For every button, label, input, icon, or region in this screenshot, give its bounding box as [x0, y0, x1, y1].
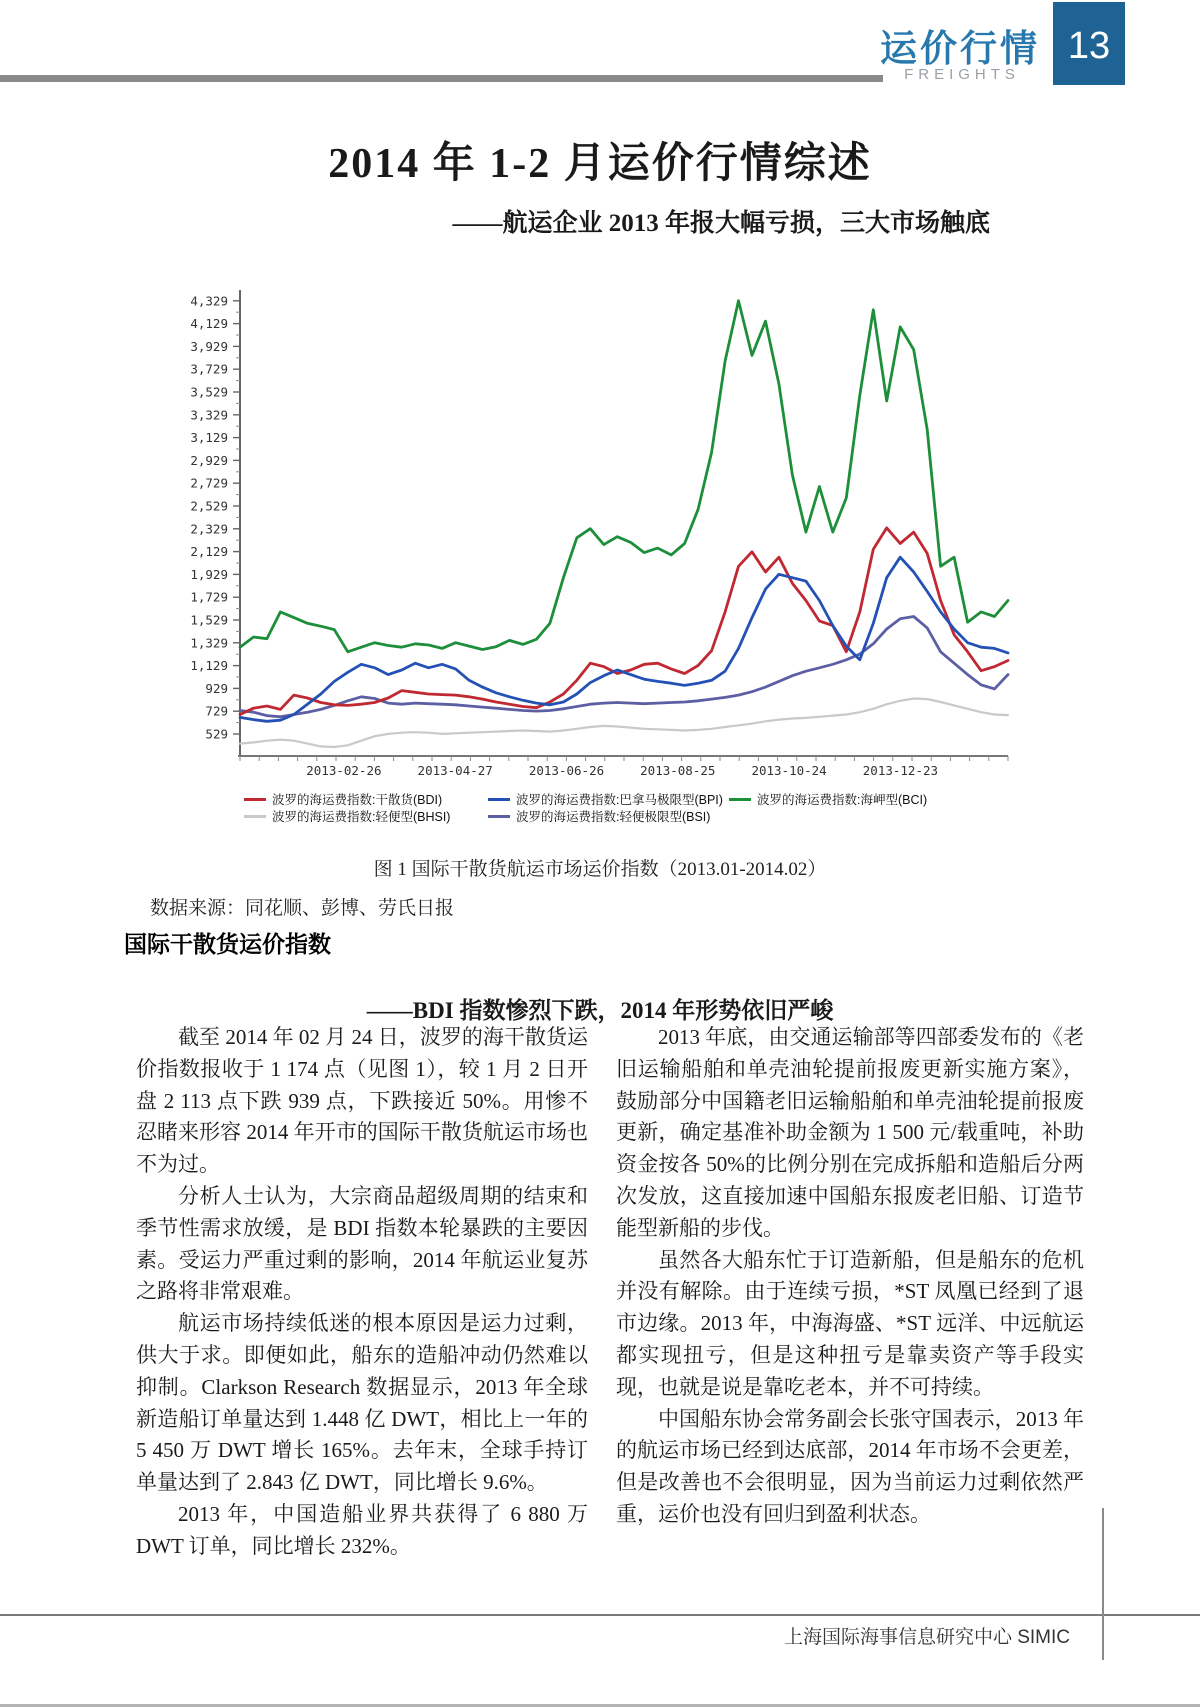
section-subheading: ——BDI 指数惨烈下跌，2014 年形势依旧严峻 [366, 998, 834, 1023]
figure-caption: 图 1 国际干散货航运市场运价指数（2013.01-2014.02） [373, 859, 827, 880]
x-tick-label: 2013-02-26 [306, 763, 382, 778]
y-tick-label: 929 [205, 680, 228, 696]
x-tick-label: 2013-12-23 [862, 763, 939, 778]
y-tick-label: 1,329 [190, 635, 228, 651]
header-rule [0, 75, 883, 82]
paragraph: 航运市场持续低迷的根本原因是运力过剩，供大于求。即便如此，船东的造船冲动仍然难以抑制。Clarkson Research 数据显示，2013 年全球新造船订单量达到 1.448 亿 DWT，相比上一年的 5 450 万 DWT 增长 165%。去年末，全球手持订单量达到了 2.843 亿 DWT，同比增长 9.6%。 [136, 1311, 588, 1495]
y-tick-label: 2,729 [190, 475, 228, 491]
y-tick-label: 1,529 [190, 612, 228, 628]
paragraph: 分析人士认为，大宗商品超级周期的结束和季节性需求放缓，是 BDI 指数本轮暴跌的主要因素。受运力严重过剩的影响，2014 年航运业复苏之路将非常艰难。 [136, 1183, 588, 1304]
y-tick-label: 2,929 [190, 452, 228, 468]
freight-index-chart [0, 260, 1200, 830]
y-tick-label: 529 [205, 726, 228, 742]
section-subtitle: FREIGHTS [904, 66, 1020, 83]
y-tick-label: 1,929 [190, 566, 228, 582]
y-tick-label: 4,129 [190, 316, 228, 332]
y-tick-label: 4,329 [190, 293, 228, 309]
x-tick-label: 2013-08-25 [640, 763, 716, 778]
footer-text: 上海国际海事信息研究中心 SIMIC [783, 1627, 1070, 1648]
paragraph: 2013 年，中国造船业界共获得了 6 880 万 DWT 订单，同比增长 232%。 [136, 1501, 588, 1558]
y-tick-label: 3,529 [190, 384, 228, 400]
series-line-bci [240, 301, 1008, 652]
legend-label-bdi: 波罗的海运费指数:干散货(BDI) [272, 793, 443, 807]
page-number-box [1053, 2, 1125, 85]
footer-vertical-rule [1102, 1508, 1104, 1660]
y-tick-label: 2,129 [190, 544, 228, 560]
y-tick-label: 1,729 [190, 589, 228, 605]
section-heading: 国际干散货运价指数 [124, 931, 331, 957]
bpi-line-swatch [488, 798, 510, 801]
x-tick-label: 2013-10-24 [751, 763, 827, 778]
article-title: 2014 年 1-2 月运价行情综述 [328, 141, 872, 187]
x-tick-label: 2013-06-26 [528, 763, 605, 778]
paragraph: 虽然各大船东忙于订造新船，但是船东的危机并没有解除。由于连续亏损，*ST 凤凰已经到了退市边缘。2013 年，中海海盛、*ST 远洋、中远航运都实现扭亏，但是这种扭亏是靠卖资产等手段实现，也就是说是靠吃老本，并不可持续。 [616, 1247, 1084, 1399]
y-tick-label: 3,129 [190, 430, 228, 446]
bhsi-line-swatch [244, 815, 266, 818]
series-line-bdi [240, 528, 1008, 715]
bci-line-swatch [729, 798, 751, 801]
legend-item-bdi [244, 792, 442, 806]
bsi-line-swatch [488, 815, 510, 818]
legend-item-bci [729, 792, 927, 806]
y-tick-label: 729 [205, 703, 228, 719]
y-tick-label: 3,729 [190, 361, 228, 377]
bdi-line-swatch [244, 798, 266, 801]
legend-label-bhsi: 波罗的海运费指数:轻便型(BHSI) [272, 810, 451, 824]
y-tick-label: 2,529 [190, 498, 228, 514]
legend-item-bsi [488, 809, 710, 823]
legend-item-bhsi [244, 809, 450, 823]
series-line-bpi [240, 557, 1008, 721]
legend-label-bpi: 波罗的海运费指数:巴拿马极限型(BPI) [516, 793, 723, 807]
y-tick-label: 3,929 [190, 338, 228, 354]
legend-label-bsi: 波罗的海运费指数:轻便极限型(BSI) [516, 810, 711, 824]
legend-item-bpi [488, 792, 723, 806]
legend-label-bci: 波罗的海运费指数:海岬型(BCI) [757, 793, 928, 807]
y-tick-label: 1,129 [190, 658, 228, 674]
article-subtitle: ——航运企业 2013 年报大幅亏损，三大市场触底 [452, 210, 990, 237]
body-column-right [616, 1022, 1084, 1531]
figure-source: 数据来源：同花顺、彭博、劳氏日报 [150, 898, 455, 919]
y-tick-label: 2,329 [190, 521, 228, 537]
paragraph: 中国船东协会常务副会长张守国表示，2013 年的航运市场已经到达底部，2014 年市场不会更差，但是改善也不会很明显，因为当前运力过剩依然严重，运价也没有回归到盈利状态。 [616, 1406, 1084, 1526]
paragraph: 2013 年底，由交通运输部等四部委发布的《老旧运输船舶和单壳油轮提前报废更新实施方案》，鼓励部分中国籍老旧运输船舶和单壳油轮提前报废更新，确定基准补助金额为 1 500 元/载重吨，补助资金按各 50%的比例分别在完成拆船和造船后分两次发放，这直接加速中国船东报废老旧船、订造节能型新船的步伐。 [616, 1025, 1084, 1240]
x-tick-label: 2013-04-27 [417, 763, 493, 778]
section-title: 运价行情 [880, 28, 1040, 69]
paragraph: 截至 2014 年 02 月 24 日，波罗的海干散货运价指数报收于 1 174 点（见图 1），较 1 月 2 日开盘 2 113 点下跌 939 点，下跌接近 50%。用惨不忍睹来形容 2014 年开市的国际干散货航运市场也不为过。 [136, 1025, 588, 1177]
y-tick-label: 3,329 [190, 407, 228, 423]
footer-rule [0, 1614, 1200, 1616]
page-number: 13 [1067, 25, 1111, 67]
body-column-left [136, 1022, 588, 1563]
